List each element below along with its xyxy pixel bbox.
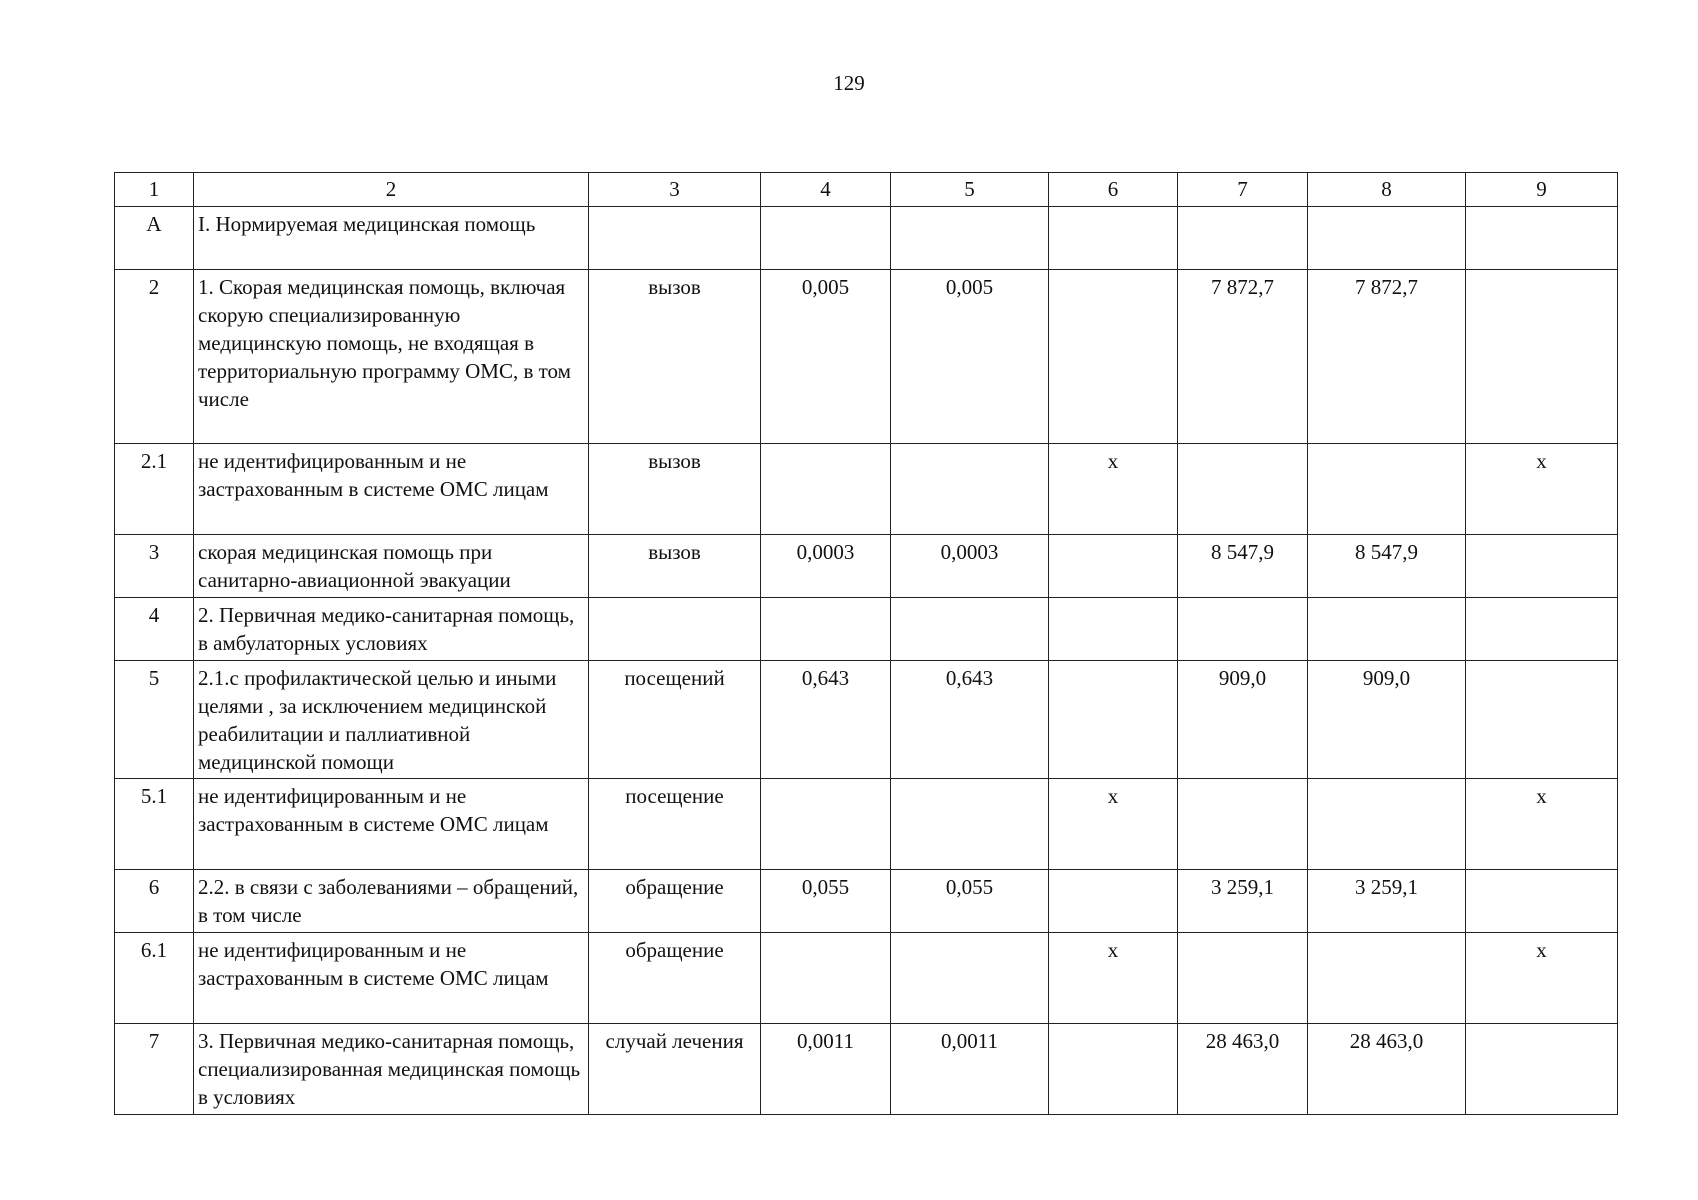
value-cell: x: [1466, 779, 1618, 870]
value-cell: 7 872,7: [1178, 270, 1308, 444]
value-cell: [1049, 207, 1178, 270]
row-name-cell: не идентифицированным и не застрахованным в системе ОМС лицам: [194, 444, 589, 535]
value-cell: 0,005: [891, 270, 1049, 444]
value-cell: 0,0011: [891, 1024, 1049, 1115]
row-name-cell: 2. Первичная медико-санитарная помощь, в амбулаторных условиях: [194, 598, 589, 661]
value-cell: 0,055: [761, 870, 891, 933]
value-cell: [891, 598, 1049, 661]
column-header: 2: [194, 173, 589, 207]
row-number-cell: 7: [115, 1024, 194, 1115]
value-cell: 0,0011: [761, 1024, 891, 1115]
value-cell: 8 547,9: [1178, 535, 1308, 598]
row-number-cell: 2.1: [115, 444, 194, 535]
column-header: 7: [1178, 173, 1308, 207]
table-row: [115, 270, 1618, 444]
value-cell: 909,0: [1308, 661, 1466, 779]
table-row: [115, 535, 1618, 598]
value-cell: [1049, 535, 1178, 598]
value-cell: [1178, 933, 1308, 1024]
row-number-cell: 3: [115, 535, 194, 598]
value-cell: [1466, 535, 1618, 598]
value-cell: [1466, 207, 1618, 270]
data-table: [114, 172, 1618, 1115]
value-cell: x: [1049, 933, 1178, 1024]
row-number-cell: 2: [115, 270, 194, 444]
value-cell: 7 872,7: [1308, 270, 1466, 444]
value-cell: [1178, 207, 1308, 270]
column-header: 4: [761, 173, 891, 207]
value-cell: x: [1466, 933, 1618, 1024]
value-cell: [1466, 870, 1618, 933]
row-name-cell: 2.1.с профилактической целью и иными целями , за исключением медицинской реабилитации и паллиативной медицинской помощи: [194, 661, 589, 779]
row-name-cell: 3. Первичная медико-санитарная помощь, специализированная медицинская помощь в условиях: [194, 1024, 589, 1115]
unit-cell: вызов: [589, 270, 761, 444]
value-cell: [1178, 444, 1308, 535]
value-cell: [761, 444, 891, 535]
value-cell: 0,0003: [891, 535, 1049, 598]
value-cell: [1049, 598, 1178, 661]
column-header: 9: [1466, 173, 1618, 207]
table-row: [115, 444, 1618, 535]
value-cell: [891, 444, 1049, 535]
column-header: 8: [1308, 173, 1466, 207]
unit-cell: вызов: [589, 444, 761, 535]
value-cell: [1466, 270, 1618, 444]
table-row: [115, 933, 1618, 1024]
value-cell: [1049, 1024, 1178, 1115]
table-row: [115, 661, 1618, 779]
value-cell: 0,055: [891, 870, 1049, 933]
row-name-cell: 1. Скорая медицинская помощь, включая скорую специализированную медицинскую помощь, не входящая в территориальную программу ОМС, в том числе: [194, 270, 589, 444]
row-number-cell: 4: [115, 598, 194, 661]
value-cell: [1466, 598, 1618, 661]
value-cell: 0,005: [761, 270, 891, 444]
value-cell: [1466, 661, 1618, 779]
value-cell: 0,643: [761, 661, 891, 779]
value-cell: [1466, 1024, 1618, 1115]
value-cell: [1049, 270, 1178, 444]
value-cell: 3 259,1: [1178, 870, 1308, 933]
value-cell: [761, 598, 891, 661]
row-number-cell: 6.1: [115, 933, 194, 1024]
column-header: 6: [1049, 173, 1178, 207]
value-cell: [1308, 207, 1466, 270]
value-cell: [1308, 779, 1466, 870]
table-row: [115, 1024, 1618, 1115]
value-cell: 0,0003: [761, 535, 891, 598]
unit-cell: [589, 207, 761, 270]
value-cell: [761, 779, 891, 870]
row-number-cell: 5.1: [115, 779, 194, 870]
value-cell: [1049, 870, 1178, 933]
value-cell: 28 463,0: [1178, 1024, 1308, 1115]
value-cell: [891, 779, 1049, 870]
row-name-cell: не идентифицированным и не застрахованным в системе ОМС лицам: [194, 933, 589, 1024]
table-row: [115, 779, 1618, 870]
page-number: 129: [833, 71, 865, 95]
value-cell: [1308, 444, 1466, 535]
unit-cell: посещений: [589, 661, 761, 779]
value-cell: [1178, 598, 1308, 661]
column-header: 1: [115, 173, 194, 207]
value-cell: [1178, 779, 1308, 870]
unit-cell: посещение: [589, 779, 761, 870]
value-cell: x: [1466, 444, 1618, 535]
value-cell: [761, 933, 891, 1024]
table-row: [115, 207, 1618, 270]
row-name-cell: скорая медицинская помощь при санитарно-авиационной эвакуации: [194, 535, 589, 598]
row-number-cell: А: [115, 207, 194, 270]
value-cell: [891, 933, 1049, 1024]
value-cell: 0,643: [891, 661, 1049, 779]
table-row: [115, 598, 1618, 661]
value-cell: x: [1049, 779, 1178, 870]
row-name-cell: не идентифицированным и не застрахованным в системе ОМС лицам: [194, 779, 589, 870]
value-cell: [1308, 598, 1466, 661]
unit-cell: [589, 598, 761, 661]
value-cell: x: [1049, 444, 1178, 535]
unit-cell: вызов: [589, 535, 761, 598]
row-number-cell: 6: [115, 870, 194, 933]
column-header: 5: [891, 173, 1049, 207]
value-cell: 909,0: [1178, 661, 1308, 779]
value-cell: [1049, 661, 1178, 779]
unit-cell: случай лечения: [589, 1024, 761, 1115]
row-name-cell: 2.2. в связи с заболеваниями – обращений, в том числе: [194, 870, 589, 933]
value-cell: 8 547,9: [1308, 535, 1466, 598]
table-row: [115, 870, 1618, 933]
row-name-cell: I. Нормируемая медицинская помощь: [194, 207, 589, 270]
value-cell: [1308, 933, 1466, 1024]
column-header: 3: [589, 173, 761, 207]
unit-cell: обращение: [589, 870, 761, 933]
unit-cell: обращение: [589, 933, 761, 1024]
value-cell: 28 463,0: [1308, 1024, 1466, 1115]
value-cell: 3 259,1: [1308, 870, 1466, 933]
value-cell: [891, 207, 1049, 270]
row-number-cell: 5: [115, 661, 194, 779]
value-cell: [761, 207, 891, 270]
header-row: [115, 173, 1618, 207]
